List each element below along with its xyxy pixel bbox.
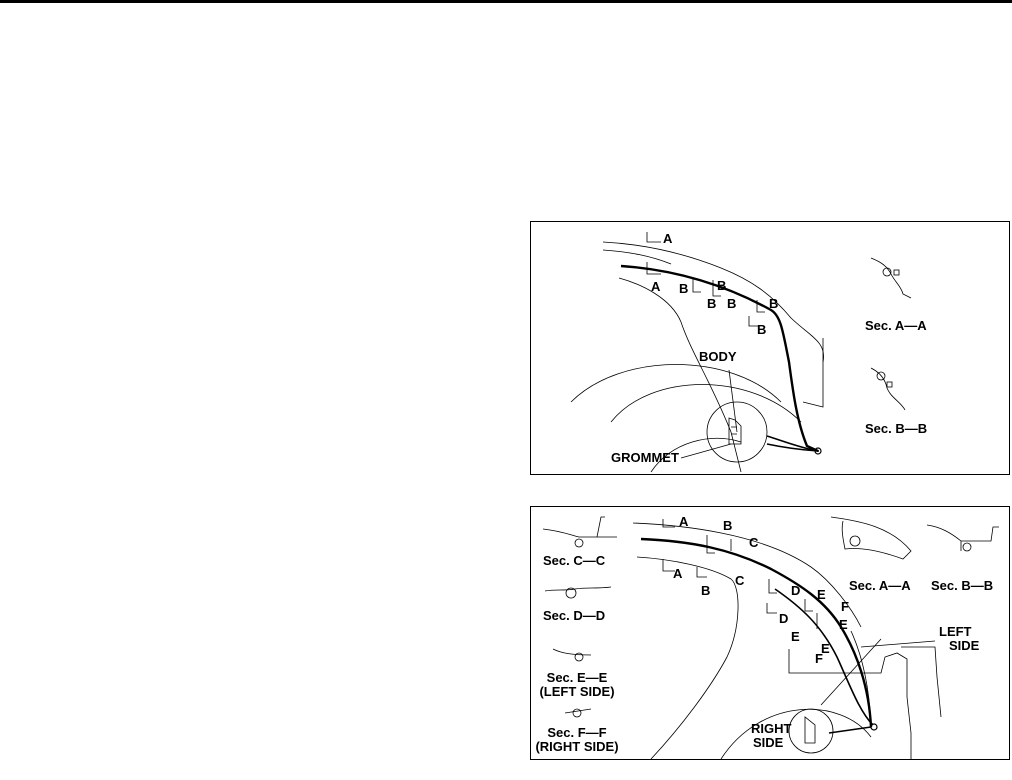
grommet-leader bbox=[681, 444, 731, 458]
body-outline bbox=[789, 649, 911, 759]
section-marker bbox=[707, 535, 715, 553]
section-letter: B bbox=[769, 296, 779, 311]
section-marker bbox=[769, 579, 777, 593]
connector-icon bbox=[817, 450, 819, 452]
header-rule bbox=[0, 0, 1012, 3]
sec-f-sub: (RIGHT SIDE) bbox=[535, 739, 619, 754]
sec-c-label: Sec. C—C bbox=[543, 553, 606, 568]
section-marker bbox=[805, 599, 813, 611]
wheel-arch bbox=[571, 365, 781, 403]
sec-b-detail-icon bbox=[871, 368, 905, 410]
section-letter: B bbox=[707, 296, 717, 311]
sec-f-detail-icon bbox=[565, 709, 591, 713]
left-side-label: LEFT bbox=[939, 624, 972, 639]
sec-a-detail-icon bbox=[871, 258, 911, 298]
section-marker bbox=[767, 603, 777, 613]
sec-d-label: Sec. D—D bbox=[543, 608, 606, 623]
section-letter: B bbox=[701, 583, 711, 598]
sec-d-detail-icon bbox=[545, 587, 611, 591]
body-outline bbox=[633, 523, 861, 627]
section-letter: D bbox=[779, 611, 789, 626]
sec-b-label: Sec. B—B bbox=[931, 578, 994, 593]
section-letter: B bbox=[757, 322, 767, 337]
sec-a-detail-icon bbox=[850, 536, 860, 546]
harness-routing-figure-top bbox=[530, 221, 1010, 475]
section-letter: B bbox=[717, 278, 727, 293]
sec-a-detail-icon bbox=[894, 270, 899, 275]
figure-top-drawing bbox=[531, 222, 1009, 474]
section-letter: A bbox=[673, 566, 683, 581]
sec-a-label: Sec. A—A bbox=[849, 578, 911, 593]
grommet-detail-circle bbox=[789, 709, 833, 753]
right-side-label: SIDE bbox=[753, 735, 784, 750]
sec-e-detail-icon bbox=[553, 649, 591, 655]
grommet-icon bbox=[805, 717, 815, 743]
section-letter: D bbox=[791, 583, 801, 598]
sec-e-sub: (LEFT SIDE) bbox=[539, 684, 615, 699]
sec-f-label: Sec. F—F bbox=[547, 725, 607, 740]
right-side-label: RIGHT bbox=[751, 721, 792, 736]
body-leader bbox=[729, 370, 737, 432]
sec-f-detail-icon bbox=[573, 709, 581, 717]
section-letter: C bbox=[749, 535, 759, 550]
section-letter: A bbox=[679, 514, 689, 529]
body-outline bbox=[603, 250, 671, 264]
sec-e-detail-icon bbox=[575, 653, 583, 661]
sec-c-detail-icon bbox=[543, 517, 617, 537]
connector-icon bbox=[871, 724, 877, 730]
section-letter: E bbox=[821, 641, 830, 656]
section-letter: A bbox=[651, 279, 661, 294]
sec-e-label: Sec. E—E bbox=[546, 670, 608, 685]
body-label: BODY bbox=[699, 349, 737, 364]
sec-a-detail-icon bbox=[831, 517, 911, 559]
sec-a-label: Sec. A—A bbox=[865, 318, 927, 333]
sec-b-detail-icon bbox=[963, 543, 971, 551]
sec-b-detail-icon bbox=[887, 382, 892, 387]
body-outline bbox=[637, 557, 738, 759]
wheel-arch bbox=[611, 385, 801, 423]
harness-routing-figure-bottom bbox=[530, 506, 1010, 760]
section-letter: E bbox=[839, 617, 848, 632]
body-outline bbox=[619, 278, 741, 472]
wheel-arch bbox=[721, 709, 871, 759]
body-outline bbox=[803, 338, 823, 407]
left-side-leader bbox=[861, 641, 935, 647]
left-side-label: SIDE bbox=[949, 638, 980, 653]
section-letter: E bbox=[791, 629, 800, 644]
section-letter: C bbox=[735, 573, 745, 588]
section-letter: E bbox=[817, 587, 826, 602]
section-letter: F bbox=[815, 651, 823, 666]
right-side-leader bbox=[821, 639, 881, 705]
section-letter: B bbox=[679, 281, 689, 296]
section-marker bbox=[647, 232, 661, 242]
sec-b-label: Sec. B—B bbox=[865, 421, 928, 436]
section-letter: B bbox=[727, 296, 737, 311]
section-letter: B bbox=[723, 518, 733, 533]
grommet-label: GROMMET bbox=[611, 450, 679, 465]
sec-c-detail-icon bbox=[575, 539, 583, 547]
wiring-harness-branch bbox=[775, 589, 873, 725]
section-letter: F bbox=[841, 599, 849, 614]
section-letter: A bbox=[663, 231, 673, 246]
